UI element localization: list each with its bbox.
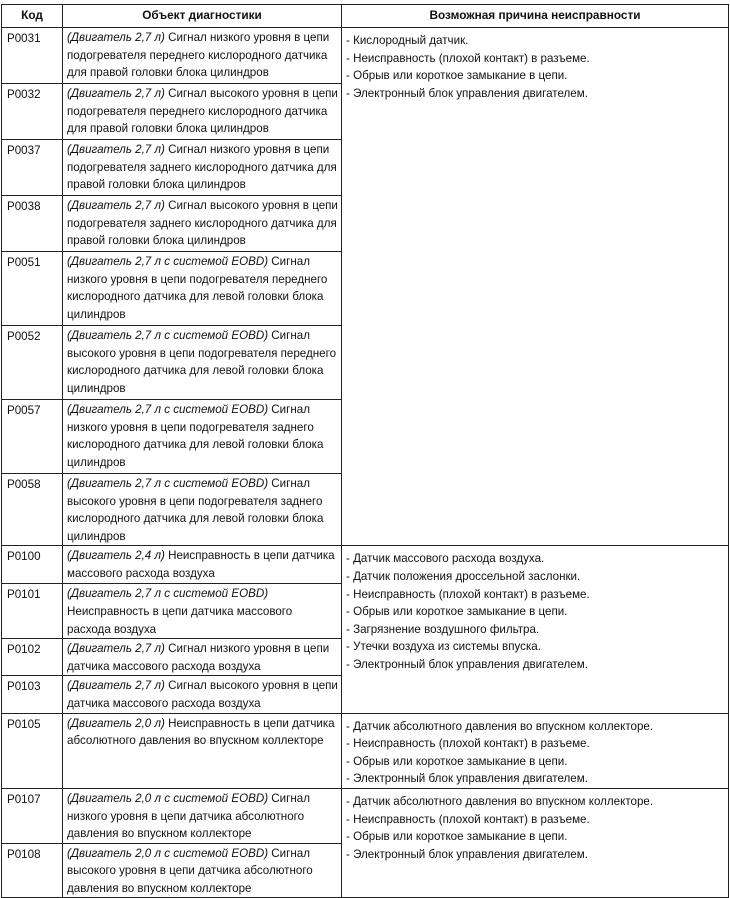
header-object: Объект диагностики	[63, 5, 342, 28]
code-cell: P0032	[2, 84, 63, 140]
object-cell	[63, 28, 342, 84]
object-cell	[63, 252, 342, 326]
object-cell	[63, 676, 342, 713]
object-cell	[63, 474, 342, 546]
table-row	[2, 546, 729, 584]
diagnostic-table	[1, 4, 729, 898]
cause-item: - Электронный блок управления двигателем.	[346, 772, 588, 786]
engine-label: (Двигатель 2,0 л)	[67, 716, 165, 730]
object-description: Сигнал низкого уровня в цепи датчика абсолютного давления во впускном коллекторе	[67, 791, 310, 841]
cause-item: - Датчик положения дроссельной заслонки.	[346, 569, 581, 583]
object-description: Сигнал высокого уровня в цепи датчика массового расхода воздуха	[67, 679, 338, 710]
cause-cell	[342, 28, 729, 546]
cause-item: - Загрязнение воздушного фильтра.	[346, 622, 540, 636]
code-cell: P0100	[2, 546, 63, 584]
cause-cell	[342, 713, 729, 788]
header-cause: Возможная причина неисправности	[342, 5, 729, 28]
object-description: Сигнал низкого уровня в цепи подогревателя заднего кислородного датчика для левой головки блока цилиндров	[67, 403, 324, 469]
code-cell: P0102	[2, 639, 63, 676]
object-description: Сигнал низкого уровня в цепи подогревателя заднего кислородного датчика для правой головки блока цилиндров	[67, 143, 337, 192]
object-description: Сигнал высокого уровня в цепи подогревателя переднего кислородного датчика для правой головки блока цилиндров	[67, 87, 338, 136]
engine-label: (Двигатель 2,0 л с системой EOBD)	[67, 846, 269, 860]
engine-label: (Двигатель 2,7 л с системой EOBD)	[67, 477, 269, 490]
object-description: Сигнал высокого уровня в цепи датчика абсолютного давления во впускном коллекторе	[67, 846, 313, 895]
code-cell: P0108	[2, 843, 63, 898]
cause-item: - Неисправность (плохой контакт) в разъеме.	[346, 51, 590, 65]
object-cell	[63, 326, 342, 400]
cause-item: - Электронный блок управления двигателем.	[346, 847, 588, 861]
object-cell	[63, 546, 342, 584]
cause-list	[346, 550, 724, 673]
cause-item: - Кислородный датчик.	[346, 34, 469, 47]
cause-list	[346, 793, 724, 863]
table-row	[2, 788, 729, 843]
code-cell: P0037	[2, 140, 63, 196]
engine-label: (Двигатель 2,0 л с системой EOBD)	[67, 791, 269, 805]
code-cell: P0057	[2, 400, 63, 474]
cause-item: - Неисправность (плохой контакт) в разъеме.	[346, 587, 590, 601]
table-header-row	[2, 5, 729, 28]
cause-item: - Датчик абсолютного давления во впускном коллекторе.	[346, 794, 654, 808]
object-cell	[63, 196, 342, 252]
cause-cell	[342, 788, 729, 898]
cause-list	[346, 718, 724, 788]
object-description: Неисправность в цепи датчика абсолютного давления во впускном коллекторе	[67, 716, 335, 748]
engine-label: (Двигатель 2,7 л)	[67, 87, 165, 100]
cause-item: - Электронный блок управления двигателем.	[346, 86, 588, 100]
cause-item: - Датчик абсолютного давления во впускном коллекторе.	[346, 719, 654, 733]
code-cell: P0058	[2, 474, 63, 546]
engine-label: (Двигатель 2,7 л с системой EOBD)	[67, 329, 269, 342]
object-description: Сигнал низкого уровня в цепи подогревателя переднего кислородного датчика для правой головки блока цилиндров	[67, 31, 330, 80]
code-cell: P0107	[2, 788, 63, 843]
engine-label: (Двигатель 2,7 л с системой EOBD)	[67, 255, 269, 268]
header-code: Код	[2, 5, 63, 28]
code-cell: P0038	[2, 196, 63, 252]
object-cell	[63, 584, 342, 639]
engine-label: (Двигатель 2,7 л)	[67, 143, 165, 156]
object-description: Сигнал высокого уровня в цепи подогревателя заднего кислородного датчика для правой головки блока цилиндров	[67, 199, 338, 248]
code-cell: P0101	[2, 584, 63, 639]
object-cell	[63, 713, 342, 788]
table-body	[2, 28, 729, 898]
code-cell: P0051	[2, 252, 63, 326]
engine-label: (Двигатель 2,7 л с системой EOBD)	[67, 587, 269, 601]
code-cell: P0031	[2, 28, 63, 84]
code-cell: P0052	[2, 326, 63, 400]
cause-cell	[342, 546, 729, 713]
cause-item: - Неисправность (плохой контакт) в разъеме.	[346, 737, 590, 751]
engine-label: (Двигатель 2,7 л)	[67, 199, 165, 212]
cause-item: - Неисправность (плохой контакт) в разъеме.	[346, 812, 590, 826]
engine-label: (Двигатель 2,7 л)	[67, 679, 165, 693]
engine-label: (Двигатель 2,7 л)	[67, 31, 165, 44]
cause-item: - Обрыв или короткое замыкание в цепи.	[346, 754, 568, 768]
table-row	[2, 28, 729, 84]
engine-label: (Двигатель 2,7 л)	[67, 642, 165, 656]
object-cell	[63, 639, 342, 676]
object-description: Сигнал высокого уровня в цепи подогревателя заднего кислородного датчика для левой головки блока цилиндров	[67, 477, 324, 543]
cause-item: - Утечки воздуха из системы впуска.	[346, 640, 541, 654]
engine-label: (Двигатель 2,4 л)	[67, 549, 165, 563]
cause-item: - Датчик массового расхода воздуха.	[346, 552, 545, 566]
object-description: Сигнал высокого уровня в цепи подогревателя переднего кислородного датчика для левой головки блока цилиндров	[67, 329, 337, 395]
object-cell	[63, 140, 342, 196]
cause-item: - Обрыв или короткое замыкание в цепи.	[346, 830, 568, 844]
table-row	[2, 713, 729, 788]
object-description: Неисправность в цепи датчика массового расхода воздуха	[67, 549, 335, 580]
cause-list	[346, 32, 724, 102]
cause-item: - Электронный блок управления двигателем.	[346, 657, 588, 671]
object-cell	[63, 788, 342, 843]
object-cell	[63, 400, 342, 474]
code-cell: P0103	[2, 676, 63, 713]
cause-item: - Обрыв или короткое замыкание в цепи.	[346, 69, 568, 83]
object-cell	[63, 84, 342, 140]
object-description: Сигнал низкого уровня в цепи датчика массового расхода воздуха	[67, 642, 330, 673]
engine-label: (Двигатель 2,7 л с системой EOBD)	[67, 403, 269, 416]
object-cell	[63, 843, 342, 898]
cause-item: - Обрыв или короткое замыкание в цепи.	[346, 605, 568, 619]
object-description: Сигнал низкого уровня в цепи подогревателя переднего кислородного датчика для левой головки блока цилиндров	[67, 255, 328, 321]
object-description: Неисправность в цепи датчика массового расхода воздуха	[67, 604, 293, 636]
code-cell: P0105	[2, 713, 63, 788]
